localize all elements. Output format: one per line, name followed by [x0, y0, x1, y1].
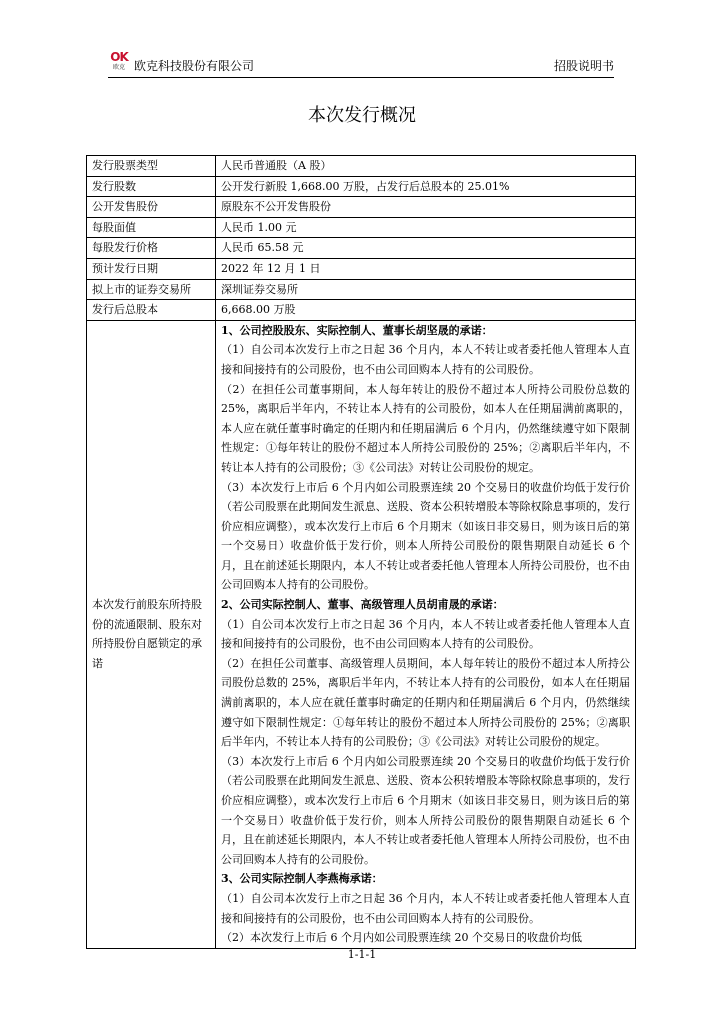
row-value: 6,668.00 万股 — [216, 300, 636, 321]
row-label: 每股面值 — [87, 217, 216, 238]
row-value: 人民币 1.00 元 — [216, 217, 636, 238]
page-title: 本次发行概况 — [308, 105, 416, 126]
row-label: 拟上市的证券交易所 — [87, 279, 216, 300]
row-label: 每股发行价格 — [87, 238, 216, 259]
pledge-title: 1、公司控股股东、实际控制人、董事长胡坚晟的承诺： — [221, 323, 493, 337]
row-label: 公开发售股份 — [87, 197, 216, 218]
pledge-item: （2）本次发行上市后 6 个月内如公司股票连续 20 个交易日的收盘价均低 — [221, 931, 582, 945]
table-row — [87, 197, 636, 218]
row-value: 原股东不公开发售股份 — [216, 197, 636, 218]
lockup-label: 本次发行前股东所持股份的流通限制、股东对所持股份自愿锁定的承诺 — [87, 320, 216, 948]
table-row — [87, 156, 636, 177]
lockup-pledges — [216, 320, 636, 948]
row-label: 发行股数 — [87, 176, 216, 197]
company-logo — [108, 50, 130, 74]
row-label: 发行后总股本 — [87, 300, 216, 321]
table-row — [87, 238, 636, 259]
table-row — [87, 279, 636, 300]
row-value: 2022 年 12 月 1 日 — [216, 258, 636, 279]
table-row — [87, 176, 636, 197]
pledge-title: 3、公司实际控制人李燕梅承诺： — [221, 872, 383, 886]
pledge-item: （2）在担任公司董事、高级管理人员期间，本人每年转让的股份不超过本人所持公司股份总数的 25%，离职后半年内，不转让本人持有的公司股份，如本人在任期届满前离职的，本人应在就任董事时确定的任期内和任期届满后 6 个月内，仍然继续遵守如下限制性规定：①每年转让的股份不超过本人所持公司股份的 25%；②离职后半年内，不转让本人持有的公司股份；③《公司法》对转让公司股份的规定。 — [221, 656, 630, 749]
row-value: 人民币普通股（A 股） — [216, 156, 636, 177]
logo-mark: OK — [110, 50, 128, 64]
row-value: 人民币 65.58 元 — [216, 238, 636, 259]
row-value: 公开发行新股 1,668.00 万股，占发行后总股本的 25.01% — [216, 176, 636, 197]
table-row — [87, 258, 636, 279]
offering-overview-table — [86, 155, 636, 949]
pledge-item: （1）自公司本次发行上市之日起 36 个月内，本人不转让或者委托他人管理本人直接和间接持有的公司股份，也不由公司回购本人持有的公司股份。 — [221, 891, 630, 925]
pledge-item: （1）自公司本次发行上市之日起 36 个月内，本人不转让或者委托他人管理本人直接和间接持有的公司股份，也不由公司回购本人持有的公司股份。 — [221, 617, 630, 651]
pledge-item: （2）在担任公司董事期间，本人每年转让的股份不超过本人所持公司股份总数的 25%，离职后半年内，不转让本人持有的公司股份，如本人在任期届满前离职的，本人应在就任董事时确定的任期内和任期届满后 6 个月内，仍然继续遵守如下限制性规定：①每年转让的股份不超过本人所持公司股份的 25%；②离职后半年内，不转让本人持有的公司股份；③《公司法》对转让公司股份的规定。 — [221, 382, 630, 474]
pledge-item: （1）自公司本次发行上市之日起 36 个月内，本人不转让或者委托他人管理本人直接和间接持有的公司股份，也不由公司回购本人持有的公司股份。 — [221, 343, 630, 376]
header-divider — [108, 77, 614, 78]
pledge-title: 2、公司实际控制人、董事、高级管理人员胡甫晟的承诺： — [221, 598, 504, 612]
document-type: 招股说明书 — [553, 59, 614, 73]
page-header — [108, 50, 614, 76]
row-label: 发行股票类型 — [87, 156, 216, 177]
page-number: 1-1-1 — [347, 948, 377, 961]
logo-subtext: 欧克 — [112, 64, 125, 71]
row-value: 深圳证券交易所 — [216, 279, 636, 300]
table-row — [87, 217, 636, 238]
row-label: 预计发行日期 — [87, 258, 216, 279]
table-row — [87, 300, 636, 321]
lockup-row — [87, 320, 636, 948]
pledge-item: （3）本次发行上市后 6 个月内如公司股票连续 20 个交易日的收盘价均低于发行价（若公司股票在此期间发生派息、送股、资本公积转增股本等除权除息事项的，发行价应相应调整），或本次发行上市后 6 个月期末（如该日非交易日，则为该日后的第一个交易日）收盘价低于发行价，则本人所持公司股份的限售期限自动延长 6 个月，且在前述延长期限内，本人不转让或者委托他人管理本人所持公司股份，也不由公司回购本人持有的公司股份。 — [221, 480, 630, 592]
pledge-item: （3）本次发行上市后 6 个月内如公司股票连续 20 个交易日的收盘价均低于发行价（若公司股票在此期间发生派息、送股、资本公积转增股本等除权除息事项的，发行价应相应调整），或本次发行上市后 6 个月期末（如该日非交易日，则为该日后的第一个交易日）收盘价低于发行价，则本人所持公司股份的限售期限自动延长 6 个月，且在前述延长期限内，本人不转让或者委托他人管理本人所持公司股份，也不由公司回购本人持有的公司股份。 — [221, 754, 630, 866]
company-name: 欧克科技股份有限公司 — [134, 59, 255, 73]
